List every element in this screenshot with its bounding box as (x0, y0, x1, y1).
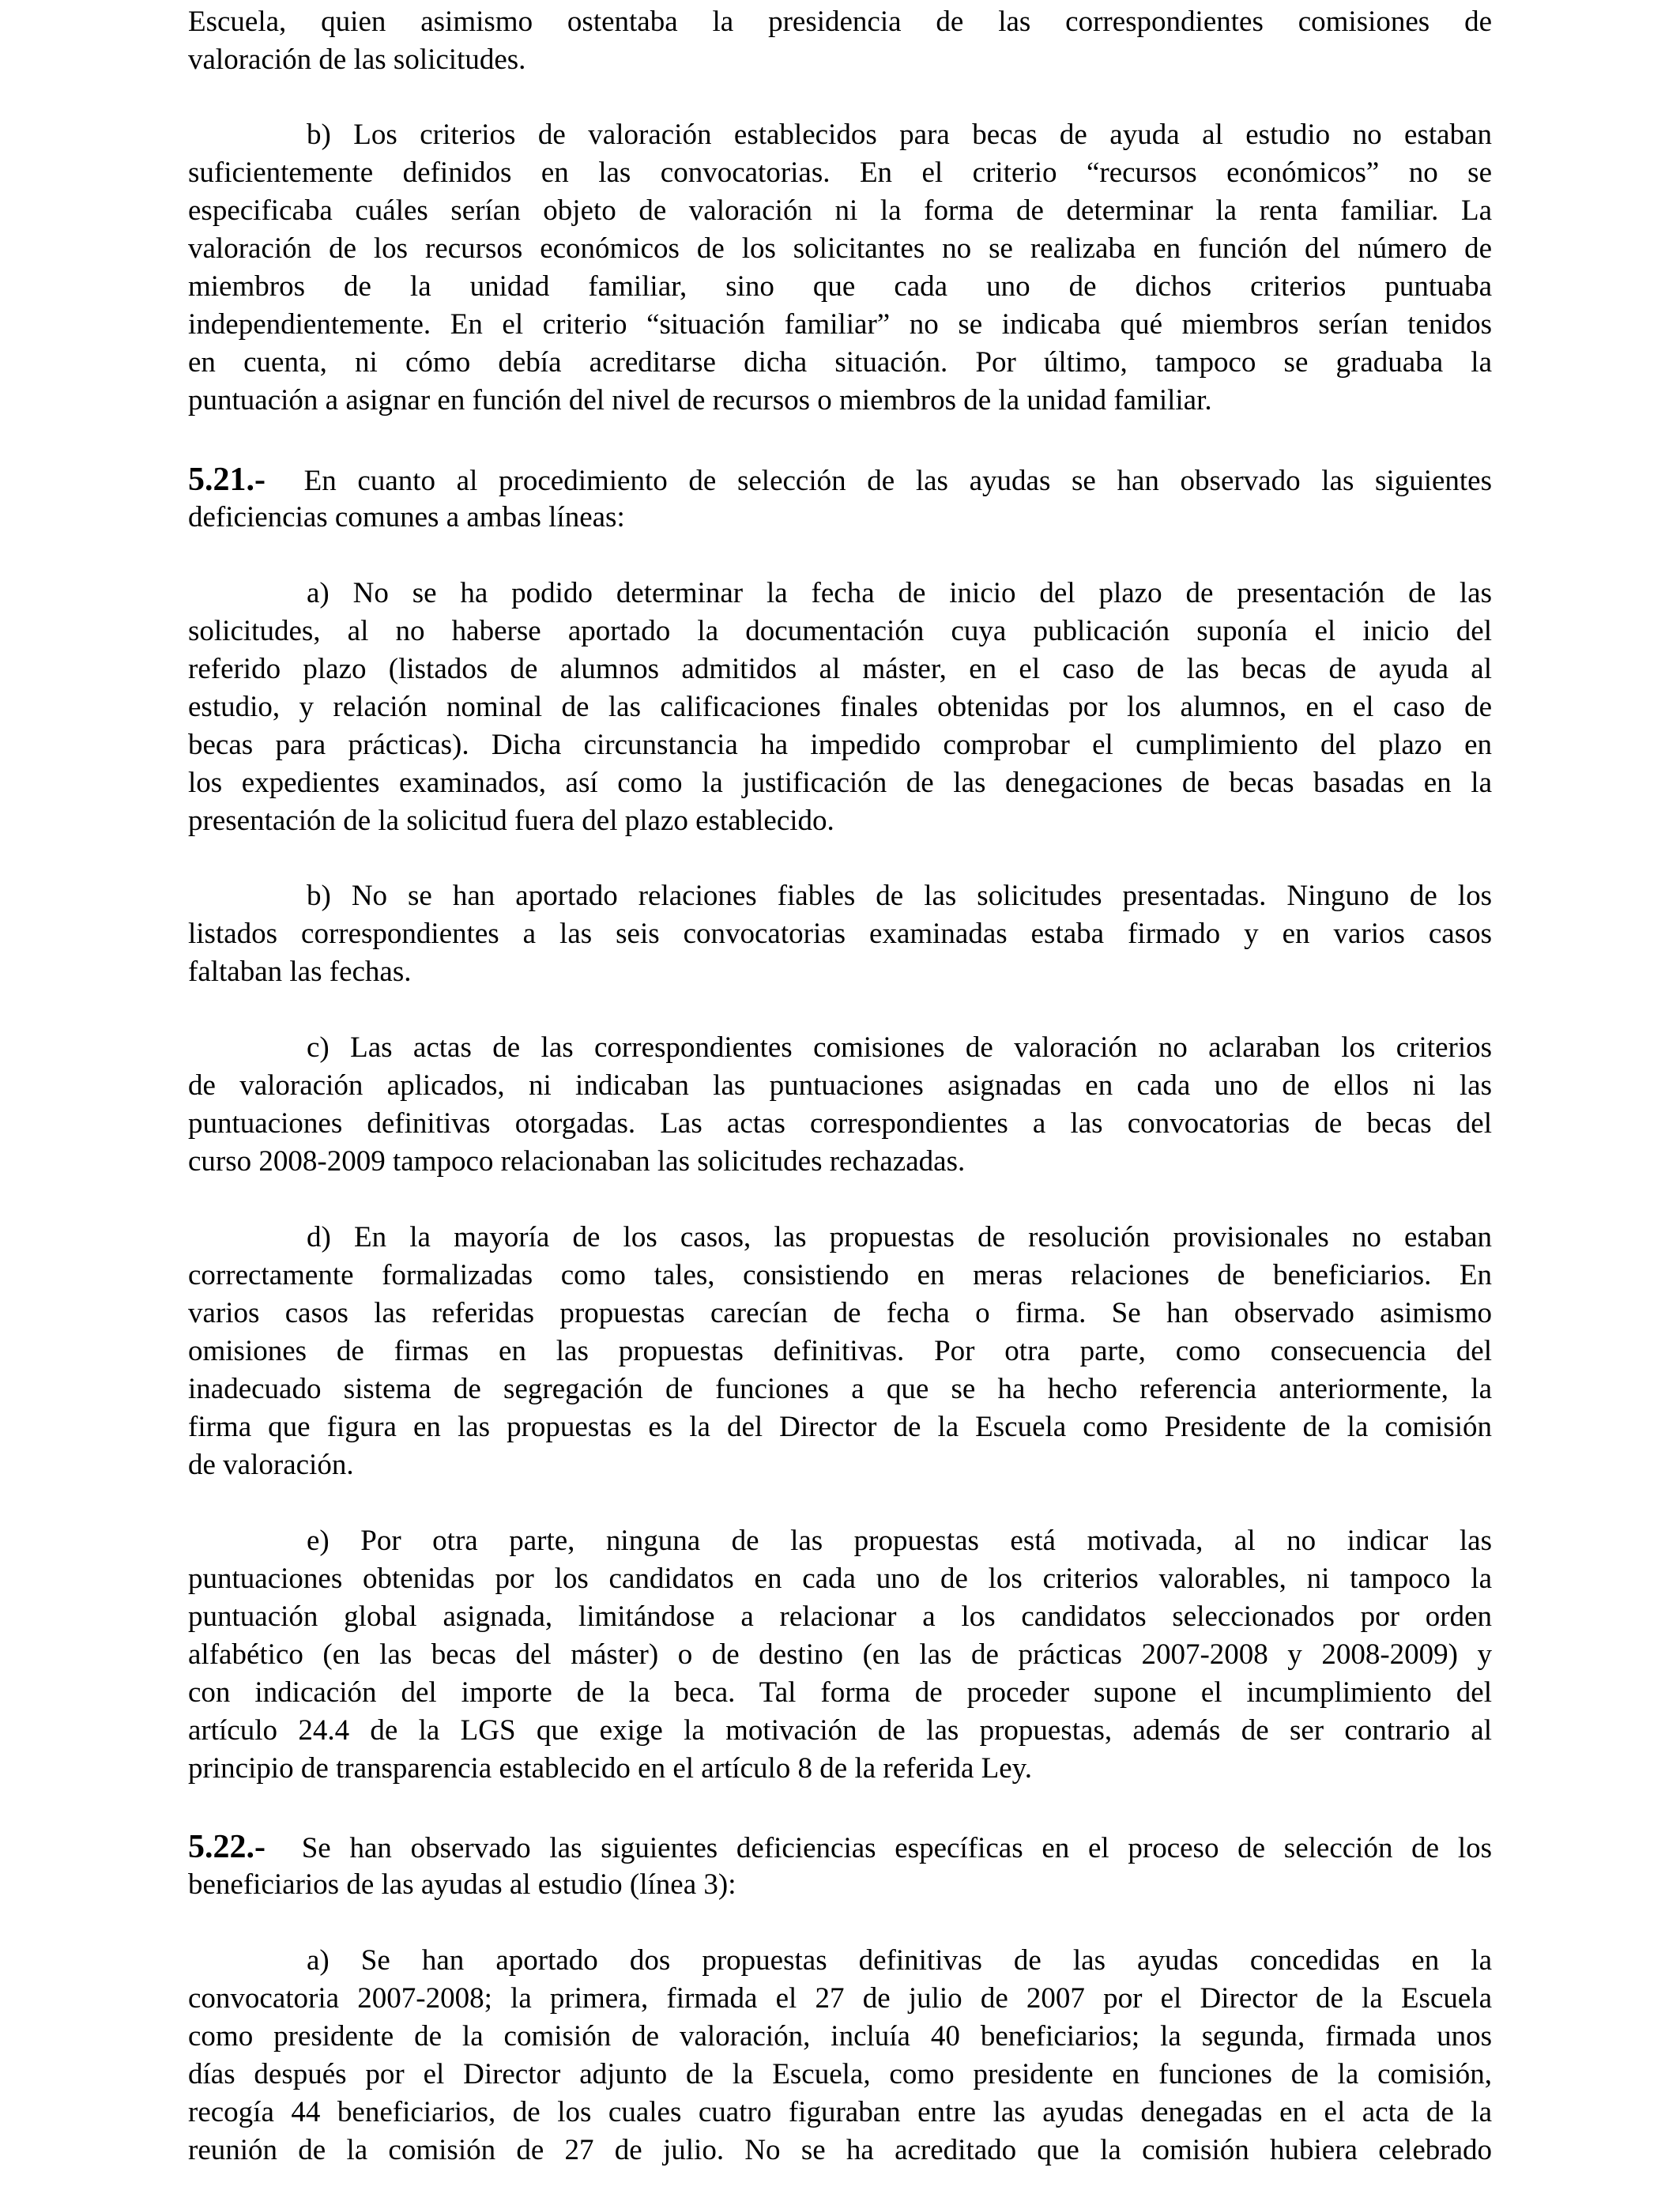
text-line: reunión de la comisión de 27 de julio. No se ha acreditado que la comisión hubiera celebrado (188, 2134, 1492, 2166)
text-line: beneficiarios de las ayudas al estudio (línea 3): (188, 1868, 736, 1901)
text-line: independientemente. En el criterio “situación familiar” no se indicaba qué miembros serían tenidos (188, 308, 1492, 341)
text-line: principio de transparencia establecido en el artículo 8 de la referida Ley. (188, 1752, 1033, 1785)
text-line: inadecuado sistema de segregación de funciones a que se ha hecho referencia anteriormente, la (188, 1373, 1492, 1405)
text-line: con indicación del importe de la beca. Tal forma de proceder supone el incumplimiento del (188, 1676, 1492, 1709)
text-line: miembros de la unidad familiar, sino que cada uno de dichos criterios puntuaba (188, 270, 1492, 303)
text-line: valoración de las solicitudes. (188, 43, 526, 76)
text-line: de valoración aplicados, ni indicaban las puntuaciones asignadas en cada uno de ellos ni las (188, 1069, 1492, 1102)
text-line: omisiones de firmas en las propuestas definitivas. Por otra parte, como consecuencia del (188, 1335, 1492, 1367)
text-line: Escuela, quien asimismo ostentaba la presidencia de las correspondientes comisiones de (188, 6, 1492, 38)
text-line: faltaban las fechas. (188, 956, 412, 988)
text-line: Se han observado las siguientes deficiencias específicas en el proceso de selección de los (301, 1832, 1492, 1864)
text-line: becas para prácticas). Dicha circunstancia ha impedido comprobar el cumplimiento del plazo en (188, 729, 1492, 761)
section-number: 5.22.- (188, 1829, 266, 1865)
text-line: a) Se han aportado dos propuestas definitivas de las ayudas concedidas en la (307, 1944, 1492, 1977)
text-line: días después por el Director adjunto de la Escuela, como presidente en funciones de la comisión, (188, 2058, 1492, 2090)
text-line: alfabético (en las becas del máster) o de destino (en las de prácticas 2007-2008 y 2008-2009) y (188, 1638, 1492, 1671)
text-line: solicitudes, al no haberse aportado la documentación cuya publicación suponía el inicio del (188, 615, 1492, 647)
text-line: curso 2008-2009 tampoco relacionaban las solicitudes rechazadas. (188, 1145, 966, 1178)
text-line: referido plazo (listados de alumnos admitidos al máster, en el caso de las becas de ayuda al (188, 653, 1492, 685)
text-line: los expedientes examinados, así como la justificación de las denegaciones de becas basadas en la (188, 767, 1492, 799)
text-line: puntuación global asignada, limitándose a relacionar a los candidatos seleccionados por orden (188, 1600, 1492, 1633)
text-line: recogía 44 beneficiarios, de los cuales cuatro figuraban entre las ayudas denegadas en el acta de la (188, 2096, 1492, 2128)
section-5-21-line (188, 461, 1492, 499)
text-line: d) En la mayoría de los casos, las propuestas de resolución provisionales no estaban (307, 1221, 1492, 1253)
text-line: artículo 24.4 de la LGS que exige la motivación de las propuestas, además de ser contrario al (188, 1714, 1492, 1747)
text-line: b) Los criterios de valoración establecidos para becas de ayuda al estudio no estaban (307, 119, 1492, 151)
text-line: e) Por otra parte, ninguna de las propuestas está motivada, al no indicar las (307, 1525, 1492, 1557)
text-line: presentación de la solicitud fuera del plazo establecido. (188, 805, 834, 837)
text-line: puntuaciones obtenidas por los candidatos en cada uno de los criterios valorables, ni tampoco la (188, 1563, 1492, 1595)
section-5-22-line (188, 1828, 1492, 1866)
text-line: firma que figura en las propuestas es la del Director de la Escuela como Presidente de la comisión (188, 1411, 1492, 1443)
text-line: b) No se han aportado relaciones fiables de las solicitudes presentadas. Ninguno de los (307, 880, 1492, 912)
text-line: deficiencias comunes a ambas líneas: (188, 501, 625, 533)
text-line: estudio, y relación nominal de las calificaciones finales obtenidas por los alumnos, en el caso de (188, 691, 1492, 723)
text-line: c) Las actas de las correspondientes comisiones de valoración no aclaraban los criterios (307, 1031, 1492, 1064)
text-line: correctamente formalizadas como tales, consistiendo en meras relaciones de beneficiarios. En (188, 1259, 1492, 1291)
text-line: En cuanto al procedimiento de selección de las ayudas se han observado las siguientes (303, 465, 1492, 497)
text-line: puntuaciones definitivas otorgadas. Las actas correspondientes a las convocatorias de becas del (188, 1107, 1492, 1140)
text-line: como presidente de la comisión de valoración, incluía 40 beneficiarios; la segunda, firmada unos (188, 2020, 1492, 2053)
text-line: a) No se ha podido determinar la fecha de inicio del plazo de presentación de las (307, 577, 1492, 609)
section-number: 5.21.- (188, 462, 266, 498)
text-line: varios casos las referidas propuestas carecían de fecha o firma. Se han observado asimismo (188, 1297, 1492, 1329)
text-line: puntuación a asignar en función del nivel de recursos o miembros de la unidad familiar. (188, 384, 1212, 417)
text-line: valoración de los recursos económicos de los solicitantes no se realizaba en función del número de (188, 232, 1492, 265)
text-line: especificaba cuáles serían objeto de valoración ni la forma de determinar la renta familiar. La (188, 194, 1492, 227)
text-line: suficientemente definidos en las convocatorias. En el criterio “recursos económicos” no se (188, 156, 1492, 189)
text-line: en cuenta, ni cómo debía acreditarse dicha situación. Por último, tampoco se graduaba la (188, 346, 1492, 379)
text-line: listados correspondientes a las seis convocatorias examinadas estaba firmado y en varios casos (188, 918, 1492, 950)
text-line: convocatoria 2007-2008; la primera, firmada el 27 de julio de 2007 por el Director de la Escuela (188, 1982, 1492, 2015)
text-line: de valoración. (188, 1449, 354, 1481)
